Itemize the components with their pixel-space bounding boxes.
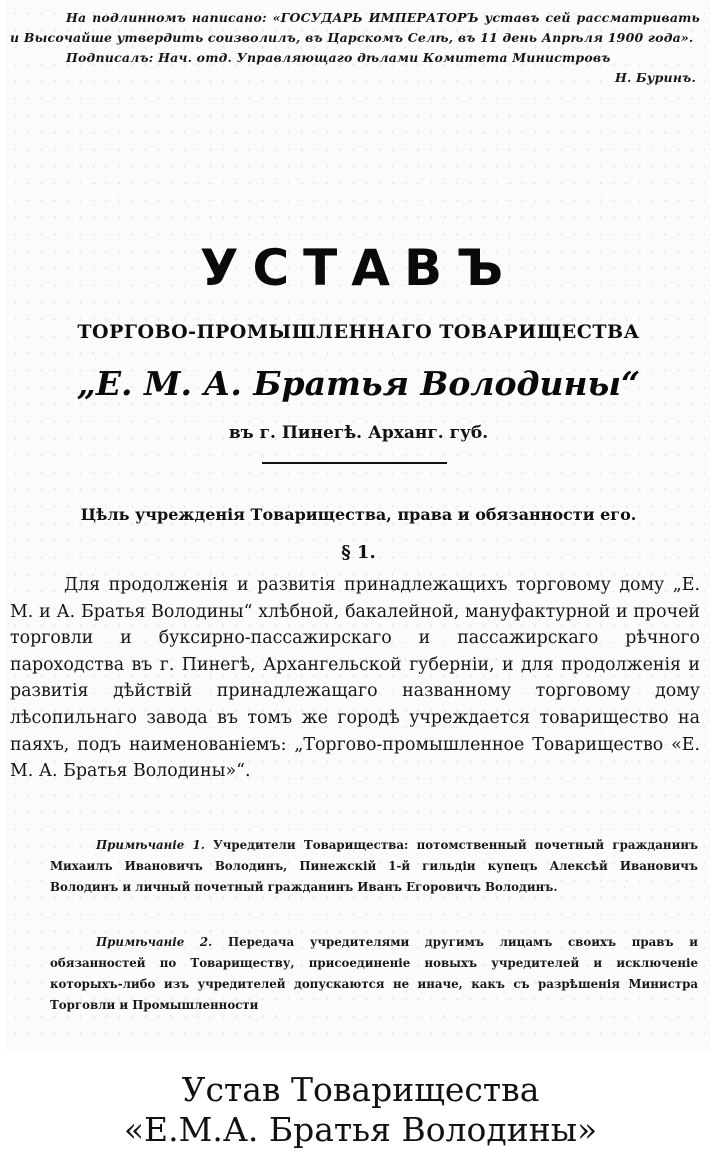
image-caption	[0, 1070, 721, 1150]
section-heading: Цѣль учрежденія Товарищества, права и обязанности его.	[80, 505, 637, 524]
document-title: УСТАВЪ	[199, 239, 518, 297]
paragraph-mark: § 1.	[341, 542, 376, 563]
note-1-text: Учредители Товарищества: потомственный почетный гражданинъ Михаилъ Ивановичъ Володинъ, Пинежскій 1-й гильдіи купецъ Алексѣй Ивановичъ Володинъ и личный почетный гражданинъ Иванъ Егоровичъ Володинъ.	[50, 838, 699, 894]
caption-line-1: Устав Товарищества	[181, 1070, 540, 1109]
note-2-text: Передача учредителями другимъ лицамъ своихъ правъ и обязанностей по Товариществу, присоединеніе новыхъ учредителей и исключеніе которыхъ-либо изъ учредителей допускаются не иначе, какъ съ разрѣшенія Министра Торговли и Промышленности	[50, 935, 698, 1012]
paragraph-1-body	[10, 572, 700, 785]
note-1	[50, 835, 698, 898]
document-subtitle: ТОРГОВО-ПРОМЫШЛЕННАГО ТОВАРИЩЕСТВА	[77, 321, 640, 343]
imperial-decree-header	[10, 8, 700, 88]
caption-line-2: «Е.М.А. Братья Володины»	[123, 1110, 598, 1149]
note-2	[50, 932, 698, 1016]
scanned-document	[6, 0, 711, 1050]
firm-location: въ г. Пинегѣ. Арханг. губ.	[228, 423, 489, 443]
paragraph-1-text: Для продолженія и развитія принадлежащихъ торговому дому „Е. М. и А. Братья Володины“ хлѣбной, бакалейной, мануфактурной и прочей торговли и буксирно-пассажирскаго и пассажирскаго рѣчного пароходства въ г. Пинегѣ, Архангельской губерніи, и для продолженія и развитія дѣйствій принадлежащаго названному торговому дому лѣсопильнаго завода въ томъ же городѣ учреждается товарищество на паяхъ, подъ наименованіемъ: „Торгово-промышленное Товарищество «Е. М. А. Братья Володины»“.	[10, 575, 700, 782]
decree-text: На подлинномъ написано: «ГОСУДАРЬ ИМПЕРАТОРЪ уставъ сей рассматривать и Высочайше утвердить соизволилъ, въ Царскомъ Селѣ, въ 11 день Апрѣля 1900 года».	[10, 10, 700, 45]
firm-name: „Е. М. А. Братья Володины“	[76, 364, 641, 403]
note-1-label: Примѣчаніе 1.	[96, 838, 205, 852]
decree-signed-line: Подписалъ: Нач. отд. Управляющаго дѣлами Комитета Министровъ	[66, 50, 611, 65]
note-2-label: Примѣчаніе 2.	[96, 935, 213, 949]
decree-signer: Н. Буринъ.	[614, 70, 696, 85]
title-divider	[262, 462, 447, 464]
